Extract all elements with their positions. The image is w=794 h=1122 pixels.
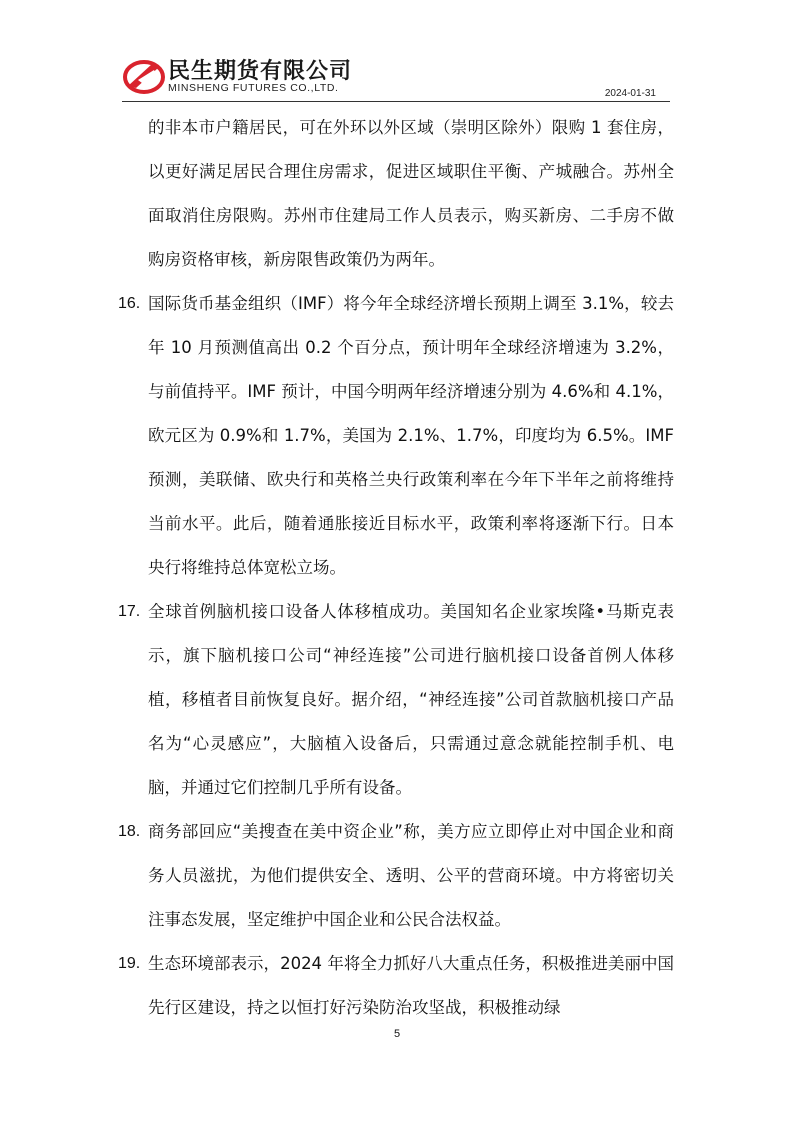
report-date: 2024-01-31: [604, 88, 656, 99]
item-text: 国际货币基金组织（IMF）将今年全球经济增长预期上调至 3.1%，较去年 10 月预测值高出 0.2 个百分点，预计明年全球经济增速为 3.2%，与前值持平。IMF 预计，中国今明两年经济增速分别为 4.6%和 4.1%，欧元区为 0.9%和 1.7%，美国为 2.1%、1.7%，印度均为 6.5%。IMF 预测，美联储、欧央行和英格兰央行政策利率在今年下半年之前将维持当前水平。此后，随着通胀接近目标水平，政策利率将逐渐下行。日本央行将维持总体宽松立场。: [148, 294, 674, 577]
header-divider: [122, 101, 670, 102]
page-header: [122, 52, 670, 102]
news-item-17: [118, 590, 674, 810]
news-item-continued: [118, 106, 674, 282]
item-number: 16.: [118, 295, 141, 312]
news-item-16: [118, 282, 674, 590]
item-number: 18.: [118, 823, 141, 840]
news-item-19: [118, 942, 674, 1030]
company-name-en: MINSHENG FUTURES CO.,LTD.: [168, 82, 339, 94]
item-text: 的非本市户籍居民，可在外环以外区域（崇明区除外）限购 1 套住房，以更好满足居民合理住房需求，促进区域职住平衡、产城融合。苏州全面取消住房限购。苏州市住建局工作人员表示，购买新房、二手房不做购房资格审核，新房限售政策仍为两年。: [148, 118, 674, 269]
page-number: 5: [393, 1028, 401, 1040]
item-number: 19.: [118, 955, 141, 972]
company-logo-icon: [122, 56, 166, 96]
company-name-cn: 民生期货有限公司: [168, 59, 353, 84]
item-text: 生态环境部表示，2024 年将全力抓好八大重点任务，积极推进美丽中国先行区建设，持之以恒打好污染防治攻坚战，积极推动绿: [148, 954, 674, 1017]
news-item-18: [118, 810, 674, 942]
news-list: [118, 106, 674, 1030]
item-number: 17.: [118, 603, 141, 620]
item-text: 商务部回应“美搜查在美中资企业”称，美方应立即停止对中国企业和商务人员滋扰，为他们提供安全、透明、公平的营商环境。中方将密切关注事态发展，坚定维护中国企业和公民合法权益。: [148, 822, 674, 929]
item-text: 全球首例脑机接口设备人体移植成功。美国知名企业家埃隆•马斯克表示，旗下脑机接口公司“神经连接”公司进行脑机接口设备首例人体移植，移植者目前恢复良好。据介绍，“神经连接”公司首款脑机接口产品名为“心灵感应”，大脑植入设备后，只需通过意念就能控制手机、电脑，并通过它们控制几乎所有设备。: [148, 602, 674, 797]
